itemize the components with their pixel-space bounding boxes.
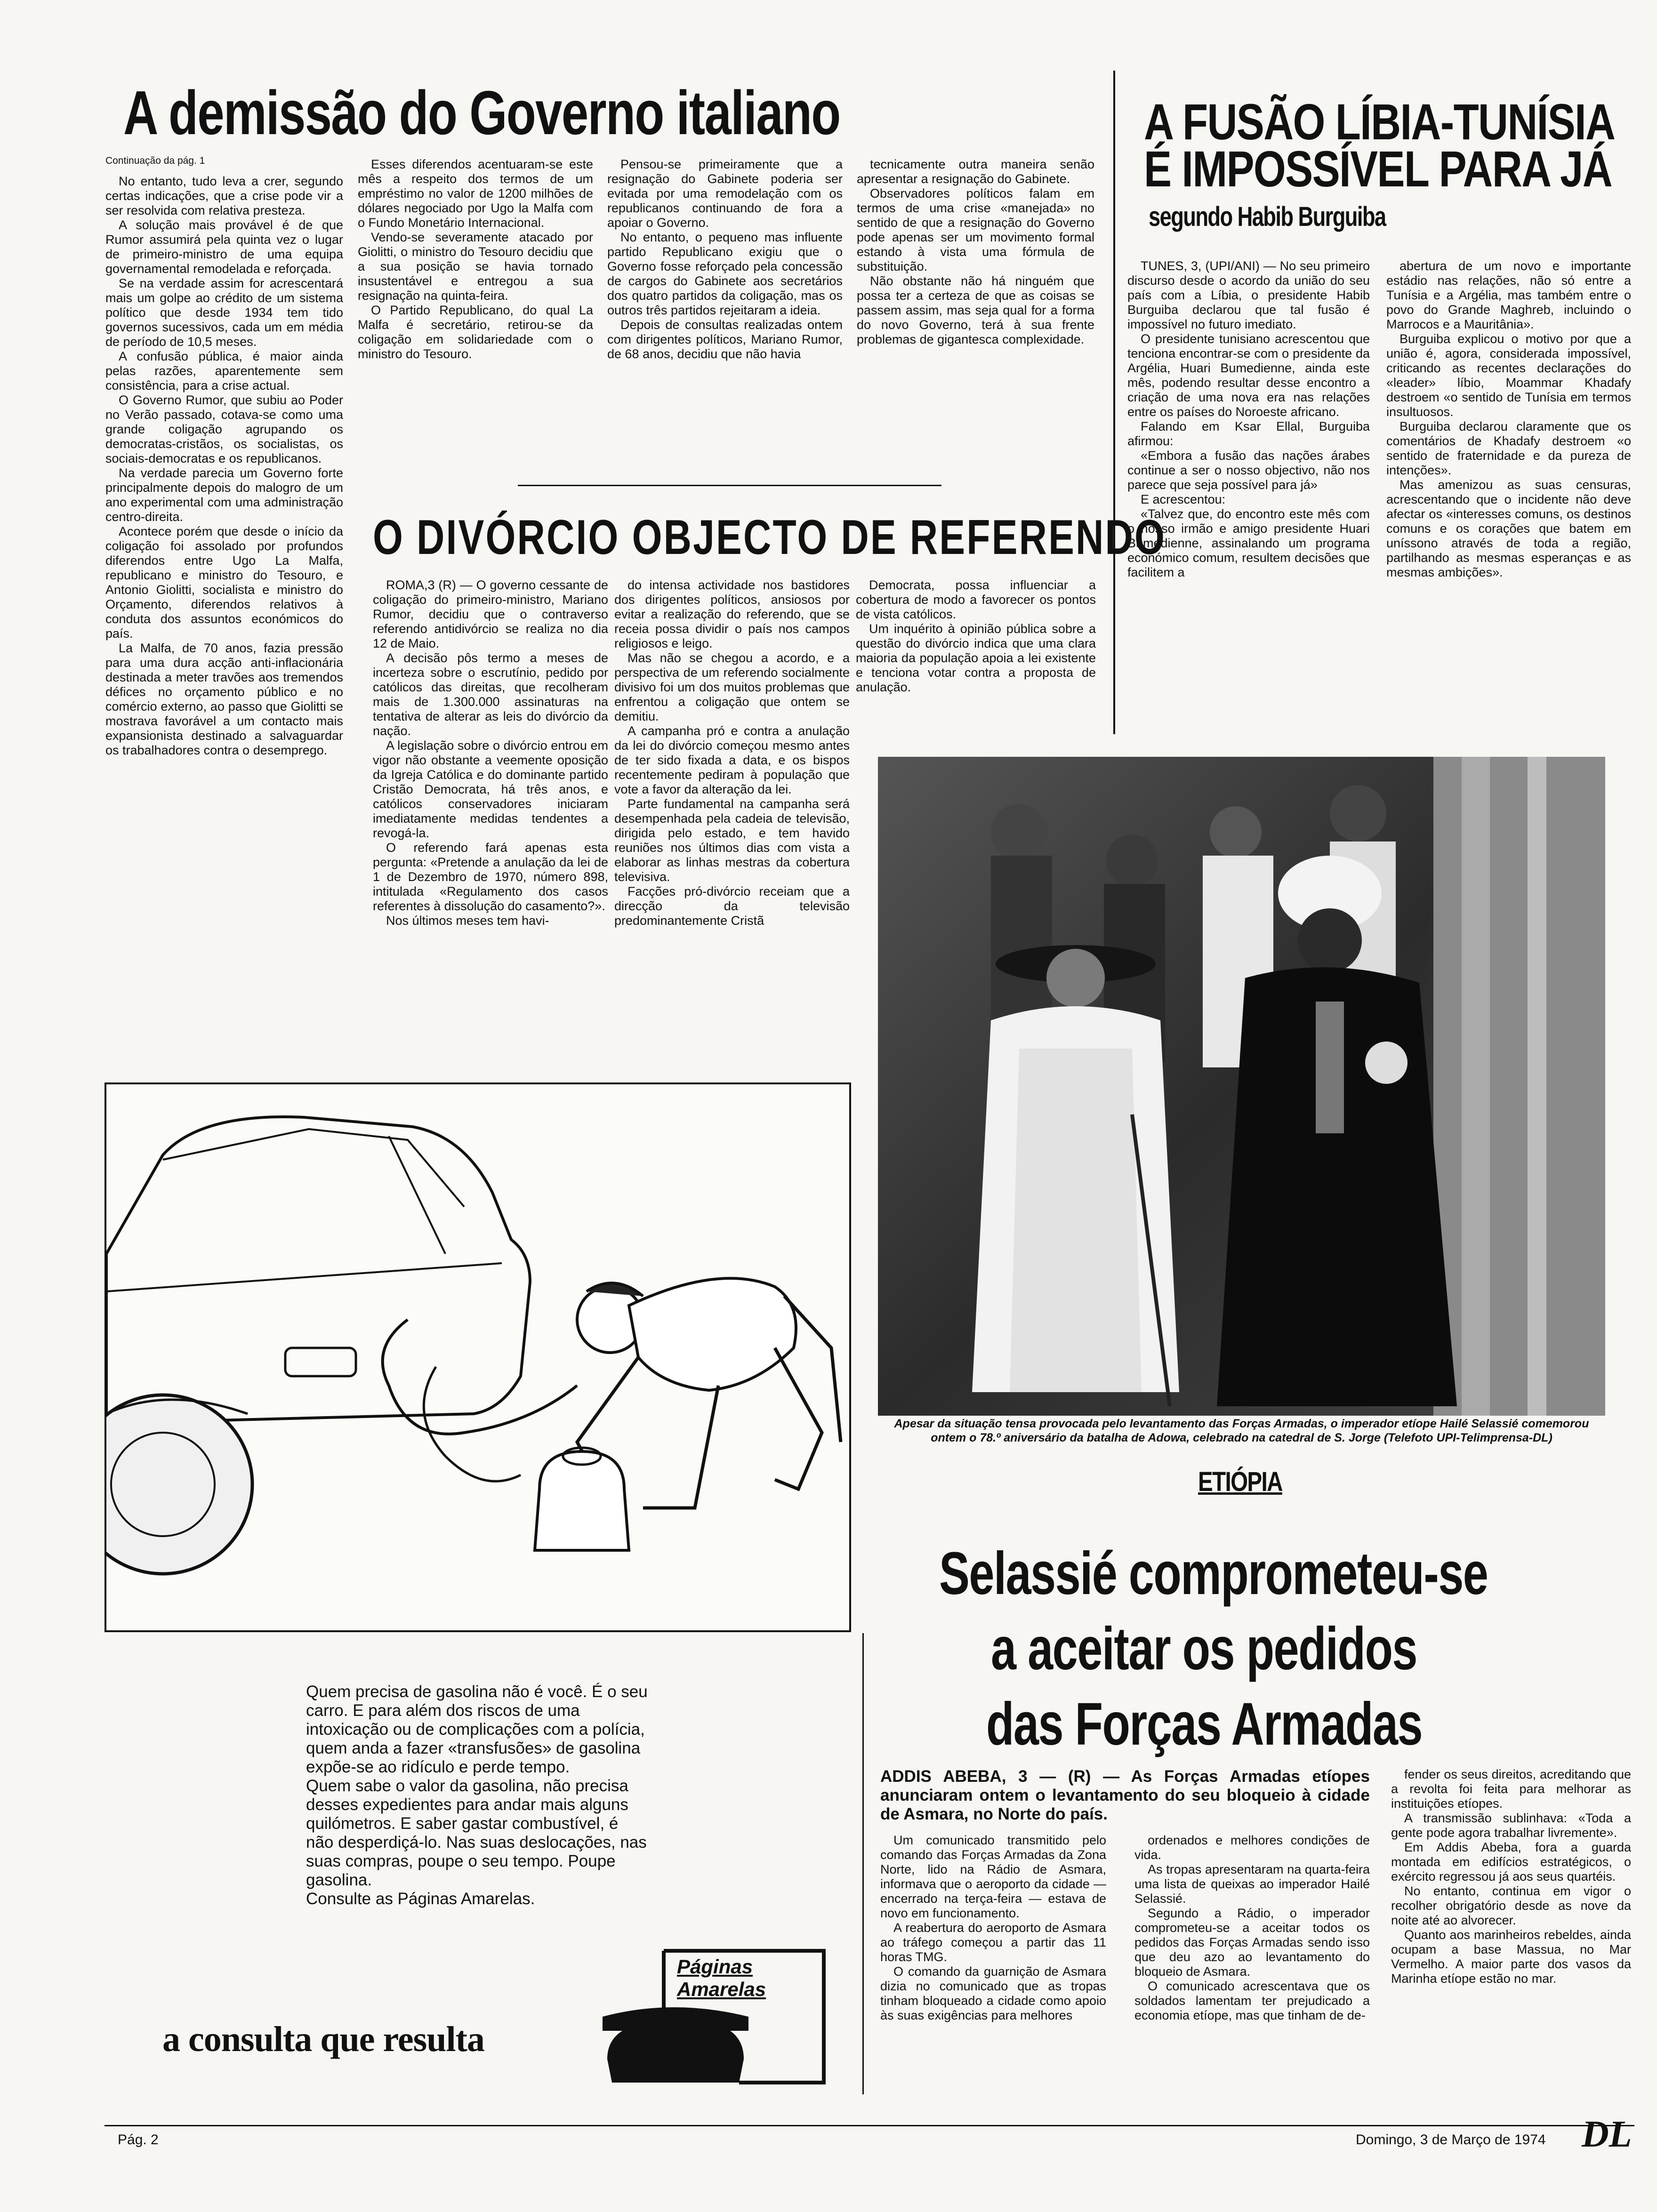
italy-column-1 xyxy=(105,174,343,1068)
paragraph: Segundo a Rádio, o imperador comprometeu-se a aceitar todos os pedidos das Forças Armadas sendo isso que deu azo ao levantamento do bloqueio de Asmara. xyxy=(1134,1906,1370,1979)
italy-column-3 xyxy=(607,157,843,487)
paragraph: Na verdade parecia um Governo forte principalmente depois do malogro de um ano experimental com uma administração centro-direita. xyxy=(105,466,343,524)
divorce-top-rule xyxy=(518,485,941,486)
logo-text-amarelas: Amarelas xyxy=(677,1978,766,2000)
paragraph: «Talvez que, do encontro este mês com o nosso irmão e amigo presidente Huari Bumedienne, assinalando um programa económico comum, resultem decisões que facilitem a xyxy=(1127,507,1370,579)
masthead-logo: DL xyxy=(1582,2114,1632,2155)
ethiopia-headline-line-1: Selassié comprometeu-se xyxy=(939,1540,1488,1607)
divorce-headline: O DIVÓRCIO OBJECTO DE REFERENDO xyxy=(373,510,1166,565)
paragraph: O Partido Republicano, do qual La Malfa é secretário, retirou-se da coligação em solidariedade com o ministro do Tesouro. xyxy=(358,303,593,361)
advert-slogan: a consulta que resulta xyxy=(162,2020,484,2059)
paragraph: Um comunicado transmitido pelo comando das Forças Armadas da Zona Norte, lido na Rádio de Asmara, informava que o aeroporto da cidade — encerrado na terça-feira — estava de novo em funcionamento. xyxy=(880,1833,1106,1920)
paragraph: Acontece porém que desde o início da coligação foi assolado por profundos diferendos entre Ugo La Malfa, republicano e ministro do Tesouro, e Antonio Giolitti, socialista e ministro do Orçamento, diferendos relativos à conduta dos assuntos económicos do país. xyxy=(105,524,343,641)
libya-column-2 xyxy=(1386,259,1631,729)
paragraph: tecnicamente outra maneira senão apresentar a resignação do Gabinete. xyxy=(857,157,1094,186)
paragraph: A legislação sobre o divórcio entrou em vigor não obstante a veemente oposição da Igreja Católica e do dominante partido Cristão Democrata, há três anos, e católicos conservadores iniciaram imediatamente medidas tendentes a revogá-la. xyxy=(373,738,608,840)
paragraph: Pensou-se primeiramente que a resignação do Gabinete poderia ser evitada por uma remodelação com os republicanos continuando de fora a apoiar o Governo. xyxy=(607,157,843,230)
footer-rule xyxy=(105,2125,1634,2126)
paragraph: Burguiba explicou o motivo por que a união é, agora, considerada impossível, criticando as recentes declarações do «leader» líbio, Moammar Khadafy destroem «o sentido de Tunísia em termos insultuosos. xyxy=(1386,332,1631,419)
divorce-column-2 xyxy=(614,578,850,1067)
paragraph: Democrata, possa influenciar a cobertura de modo a favorecer os pontos de vista católicos. xyxy=(856,578,1096,621)
page-number: Pág. 2 xyxy=(118,2132,159,2148)
paragraph: E acrescentou: xyxy=(1141,492,1226,506)
paragraph: fender os seus direitos, acreditando que a revolta foi feita para melhorar as instituições etíopes. xyxy=(1391,1767,1631,1811)
paragraph: La Malfa, de 70 anos, fazia pressão para uma dura acção anti-inflacionária destinada a meter travões aos tremendos défices no orçamento público e no comércio externo, ao passo que Giolitti se mostrava favorável a um contacto mais expansionista destinado a salvaguardar os trabalhadores contra o desemprego. xyxy=(105,641,343,757)
paragraph: «Embora a fusão das nações árabes continue a ser o nosso objectivo, não nos parece que seja possível para já» xyxy=(1127,449,1370,492)
paragraph: O presidente tunisiano acrescentou que tenciona encontrar-se com o presidente da Argélia, Huari Bumedienne, ainda este mês, podendo resultar desse encontro a criação de uma nova era nas relações entre os países do Noroeste africano. xyxy=(1127,332,1370,419)
paragraph: No entanto, tudo leva a crer, segundo certas indicações, que a crise pode vir a ser resolvida com relativa presteza. xyxy=(105,174,343,217)
libya-subtitle: segundo Habib Burguiba xyxy=(1149,201,1386,232)
paragraph: Mas amenizou as suas censuras, acrescentando que o incidente não deve afectar os «interesses comuns, os destinos comuns e os corações que batem em uníssono através de toda a região, partilhando as mesmas esperanças e as mesmas ambições». xyxy=(1386,478,1631,579)
advert-copy xyxy=(306,1683,650,1908)
paragraph: Um inquérito à opinião pública sobre a questão do divórcio indica que uma clara maioria da população apoia a lei existente e tenciona votar contra a proposta de anulação. xyxy=(856,622,1096,694)
paragraph: Parte fundamental na campanha será desempenhada pela cadeia de televisão, dirigida pelo estado, e tem havido reuniões nos últimos dias com vista a elaborar as linhas mestras da cobertura televisiva. xyxy=(614,797,850,884)
paragraph: A decisão pôs termo a meses de incerteza sobre o escrutínio, pedido por católicos das direitas, que recolheram mais de 1.300.000 assinaturas na tentativa de alterar as leis do divórcio da nação. xyxy=(373,651,608,738)
photo-caption: Apesar da situação tensa provocada pelo levantamento das Forças Armadas, o imperador etíope Hailé Selassié comemorou ontem o 78.º aniversário da batalha de Adowa, celebrado na catedral de S. Jorge (Telefoto UPI-Telimprensa-DL) xyxy=(894,1417,1589,1444)
paragraph: Se na verdade assim for acrescentará mais um golpe ao crédito de um sistema político que desde 1934 tem tido governos sucessivos, cada um em média de período de 10,5 meses. xyxy=(105,276,343,349)
divorce-column-1 xyxy=(373,578,608,1067)
paragraph: A transmissão sublinhava: «Toda a gente pode agora trabalhar livremente». xyxy=(1391,1811,1631,1840)
paragraph: A confusão pública, é maior ainda pelas razões, aparentemente sem consistência, para a crise actual. xyxy=(105,349,343,393)
paginas-amarelas-logo xyxy=(598,1946,843,2087)
italy-column-2 xyxy=(358,157,593,505)
libya-column-1 xyxy=(1127,259,1370,729)
ethiopia-column-1 xyxy=(880,1833,1106,2097)
ethiopia-headline-line-2: a aceitar os pedidos xyxy=(991,1615,1417,1683)
paragraph: A campanha pró e contra a anulação da lei do divórcio começou mesmo antes de ter sido fixada a data, e os bispos recentemente pediram à população que vote a favor da alteração da lei. xyxy=(614,724,850,796)
column-rule-ethiopia xyxy=(862,1633,864,2094)
advert-paragraph-2: Quem sabe o valor da gasolina, não precisa desses expedientes para andar mais alguns quilómetros. E saber gastar combustível, é não desperdiçá-lo. Nas suas deslocações, nas suas compras, poupe o seu tempo. Poupe gasolina. xyxy=(306,1777,647,1889)
paragraph: Falando em Ksar Ellal, Burguiba afirmou: xyxy=(1127,419,1370,448)
paragraph: Facções pró-divórcio receiam que a direcção da televisão predominantemente Cristã xyxy=(614,884,850,928)
paragraph: Não obstante não há ninguém que possa ter a certeza de que as coisas se passem assim, mas seja qual for a forma do novo Governo, terá à sua frente problemas de gigantesca complexidade. xyxy=(857,274,1094,346)
paragraph: abertura de um novo e importante estádio nas relações, não só entre a Tunísia e a Argélia, mas também entre o povo do Grande Maghreb, incluindo o Marrocos e a Mauritânia». xyxy=(1386,259,1631,331)
paragraph: Esses diferendos acentuaram-se este mês a respeito dos termos de um empréstimo no valor de 1200 milhões de dólares negociado por Ugo la Malfa com o Fundo Monetário Internacional. xyxy=(358,157,593,230)
ethiopia-headline-line-3: das Forças Armadas xyxy=(986,1691,1423,1758)
paragraph: No entanto, o pequeno mas influente partido Republicano exigiu que o Governo fosse reforçado pela concessão de cargos do Gabinete aos secretários dos quatro partidos da coligação, mas os outros três partidos rejeitaram a ideia. xyxy=(607,230,843,317)
paragraph: O comando da guarnição de Asmara dizia no comunicado que as tropas tinham bloqueado a cidade como apoio às suas exigências para melhores xyxy=(880,1964,1106,2022)
italy-column-4 xyxy=(857,157,1094,458)
issue-date: Domingo, 3 de Março de 1974 xyxy=(1356,2132,1546,2148)
paragraph: O comunicado acrescentava que os soldados lamentam ter prejudicado a economia etíope, mas que tinham de de- xyxy=(1134,1979,1370,2022)
paragraph: A reabertura do aeroporto de Asmara ao tráfego começou a partir das 11 horas TMG. xyxy=(880,1921,1106,1964)
paragraph: Nos últimos meses tem havi- xyxy=(386,914,549,928)
ethiopia-column-2 xyxy=(1134,1833,1370,2097)
photo-illustration xyxy=(878,757,1605,1416)
paragraph: No entanto, continua em vigor o recolher obrigatório desde as nove da noite até ao alvorecer. xyxy=(1391,1884,1631,1927)
divorce-column-3 xyxy=(856,578,1096,747)
paragraph: Observadores políticos falam em termos de uma crise «manejada» no sentido de que a resignação do Governo pode apenas ser um movimento formal estando à vista uma fórmula de substituição. xyxy=(857,186,1094,273)
column-rule-libya xyxy=(1113,71,1115,734)
paragraph: Burguiba declarou claramente que os comentários de Khadafy destroem «o sentido de fraternidade e da pureza de intenções». xyxy=(1386,419,1631,477)
paragraph: Quanto aos marinheiros rebeldes, ainda ocupam a base Massua, no Mar Vermelho. A maior parte dos vasos da Marinha etíope estão no mar. xyxy=(1391,1928,1631,1986)
paragraph: O referendo fará apenas esta pergunta: «Pretende a anulação da lei de 1 de Dezembro de 1970, número 898, intitulada «Regulamento dos casos referentes à dissolução do casamento?». xyxy=(373,841,608,913)
paragraph: do intensa actividade nos bastidores dos dirigentes políticos, ansiosos por evitar a realização do referendo, que se receia possa dividir o país nos campos religiosos e leigo. xyxy=(614,578,850,650)
libya-headline-line-1: A FUSÃO LÍBIA-TUNÍSIA xyxy=(1144,93,1615,150)
paragraph: Vendo-se severamente atacado por Giolitti, o ministro do Tesouro decidiu que a sua posição se havia tornado insustentável e entregou a sua resignação na quinta-feira. xyxy=(358,230,593,303)
paragraph: ordenados e melhores condições de vida. xyxy=(1134,1833,1370,1862)
ethiopia-column-3 xyxy=(1391,1767,1631,2097)
continuation-note: Continuação da pág. 1 xyxy=(105,155,205,166)
paragraph: A solução mais provável é de que Rumor assumirá pela quinta vez o lugar de primeiro-ministro de uma equipa governamental remodelada e reforçada. xyxy=(105,218,343,276)
paragraph: TUNES, 3, (UPI/ANI) — No seu primeiro discurso desde o acordo da união do seu país com a Líbia, o presidente Habib Burguiba declarou que tal fusão é impossível no futuro imediato. xyxy=(1127,259,1370,331)
selassie-photo xyxy=(878,757,1605,1416)
paragraph: Mas não se chegou a acordo, e a perspectiva de um referendo socialmente divisivo foi um dos muitos problemas que enfrentou a coligação que ontem se demitiu. xyxy=(614,651,850,723)
cartoon-illustration xyxy=(106,1084,849,1630)
italy-headline: A demissão do Governo italiano xyxy=(123,78,840,147)
ethiopia-kicker: ETIÓPIA xyxy=(1198,1467,1282,1497)
paragraph: Depois de consultas realizadas ontem com dirigentes políticos, Mariano Rumor, de 68 anos, decidiu que não havia xyxy=(607,318,843,361)
advert-paragraph-1: Quem precisa de gasolina não é você. É o seu carro. E para além dos riscos de uma intoxicação ou de complicações com a polícia, quem anda a fazer «transfusões» de gasolina expõe-se ao ridículo e perde tempo. xyxy=(306,1683,648,1776)
paragraph: ROMA,3 (R) — O governo cessante de coligação do primeiro-ministro, Mariano Rumor, decidiu que o contraverso referendo antidivórcio se realiza no dia 12 de Maio. xyxy=(373,578,608,650)
libya-headline-line-2: É IMPOSSÍVEL PARA JÁ xyxy=(1144,140,1612,197)
cartoon-frame xyxy=(105,1082,851,1632)
paragraph: As tropas apresentaram na quarta-feira uma lista de queixas ao imperador Hailé Selassié. xyxy=(1134,1862,1370,1906)
paragraph: Em Addis Abeba, fora a guarda montada em edifícios estratégicos, o exército regressou já aos seus quartéis. xyxy=(1391,1840,1631,1883)
logo-text-paginas: Páginas xyxy=(677,1956,753,1978)
advert-paragraph-3: Consulte as Páginas Amarelas. xyxy=(306,1890,535,1908)
paragraph: O Governo Rumor, que subiu ao Poder no Verão passado, cotava-se como uma grande coligação agrupando os democratas-cristãos, os socialistas, os sociais-democratas e os republicanos. xyxy=(105,393,343,465)
ethiopia-lead: ADDIS ABEBA, 3 — (R) — As Forças Armadas etíopes anunciaram ontem o levantamento do seu bloqueio à cidade de Asmara, no Norte do país. xyxy=(880,1767,1370,1823)
